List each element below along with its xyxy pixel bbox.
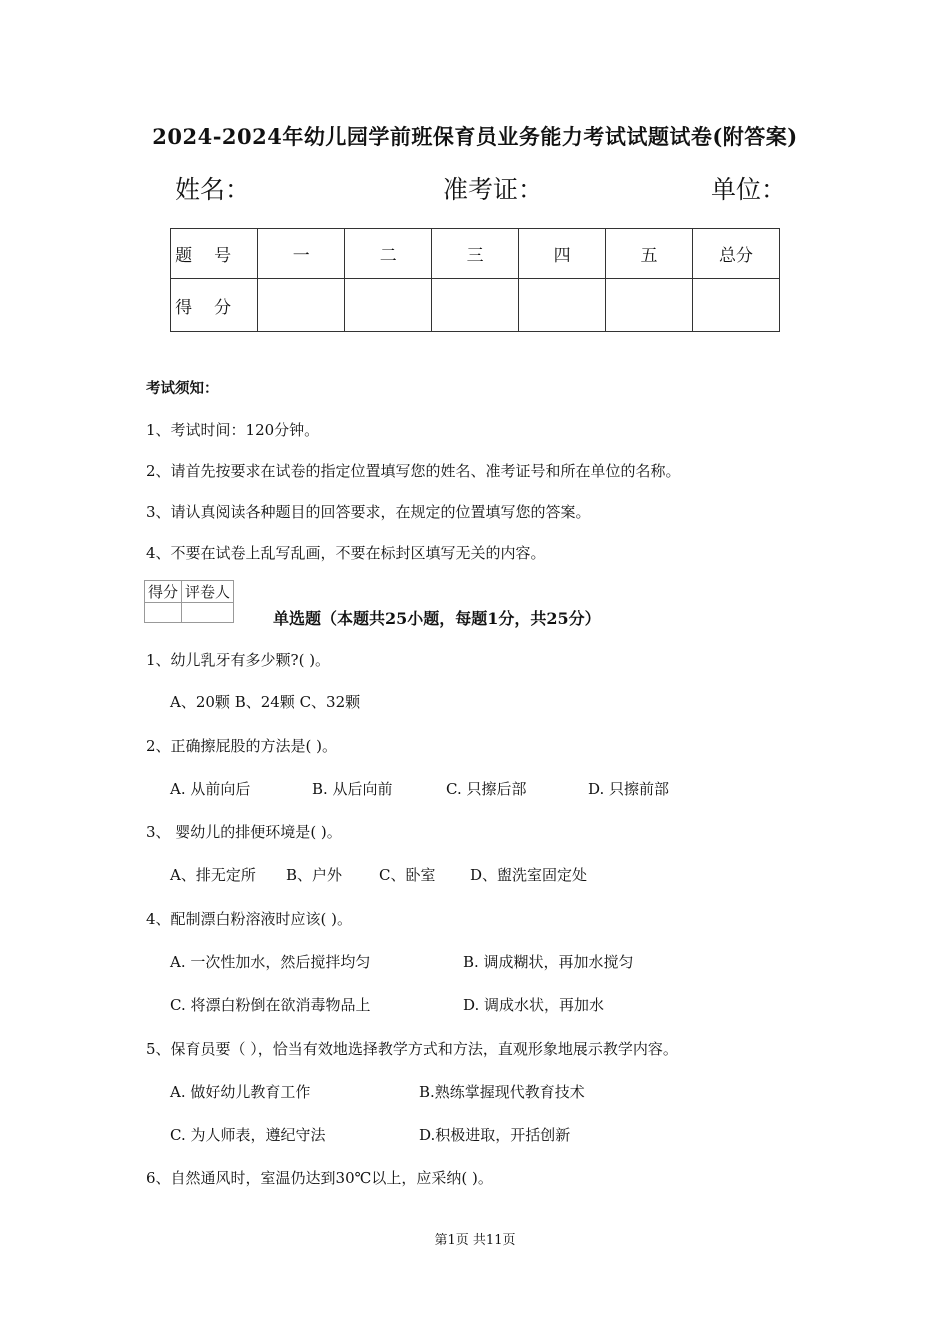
score-col-3: 三 [432, 229, 519, 279]
grader-name-cell[interactable] [182, 603, 234, 623]
question-option[interactable]: C. 为人师表，遵纪守法 [170, 1126, 326, 1144]
score-cell[interactable] [345, 279, 432, 332]
score-label: 得分 [171, 279, 258, 332]
grader-name-label: 评卷人 [182, 581, 234, 603]
question-option[interactable]: D、盥洗室固定处 [470, 866, 588, 884]
exam-title: 2024-2024年幼儿园学前班保育员业务能力考试试题试卷(附答案) [152, 124, 798, 149]
score-col-5: 五 [606, 229, 693, 279]
question-option[interactable]: D. 调成水状，再加水 [463, 996, 605, 1014]
page-footer: 第1页 共11页 [434, 1233, 516, 1248]
score-cell-total[interactable] [692, 279, 779, 332]
question-option[interactable]: A. 一次性加水，然后搅拌均匀 [170, 953, 371, 971]
question-option[interactable]: C. 只擦后部 [446, 780, 527, 798]
score-col-4: 四 [519, 229, 606, 279]
question-stem: 5、保育员要（ ），恰当有效地选择教学方式和方法，直观形象地展示教学内容。 [146, 1040, 678, 1058]
score-col-total: 总分 [692, 229, 779, 279]
notice-item: 1、考试时间：120分钟。 [146, 421, 320, 439]
score-table [170, 228, 780, 332]
question-stem: 1、幼儿乳牙有多少颗?( )。 [146, 651, 331, 669]
score-cell[interactable] [519, 279, 606, 332]
section-title: 单选题（本题共25小题，每题1分，共25分） [273, 609, 601, 628]
question-option[interactable]: D.积极进取，开括创新 [419, 1126, 571, 1144]
question-option[interactable]: A、排无定所 [170, 866, 256, 884]
notice-item: 2、请首先按要求在试卷的指定位置填写您的姓名、准考证号和所在单位的名称。 [146, 462, 681, 480]
question-option[interactable]: A. 从前向后 [170, 780, 251, 798]
grader-box [144, 580, 234, 623]
notice-item: 3、请认真阅读各种题目的回答要求，在规定的位置填写您的答案。 [146, 503, 591, 521]
exam-id-label: 准考证： [443, 175, 544, 204]
question-option[interactable]: B. 调成糊状，再加水搅匀 [463, 953, 634, 971]
notice-item: 4、不要在试卷上乱写乱画，不要在标封区填写无关的内容。 [146, 544, 546, 562]
question-stem: 4、配制漂白粉溶液时应该( )。 [146, 910, 353, 928]
question-stem: 6、自然通风时，室温仍达到30℃以上，应采纳( )。 [146, 1169, 493, 1187]
question-stem: 2、正确擦屁股的方法是( )。 [146, 737, 338, 755]
question-option[interactable]: B. 从后向前 [312, 780, 393, 798]
question-option[interactable]: A、20颗 B、24颗 C、32颗 [170, 693, 361, 711]
score-col-2: 二 [345, 229, 432, 279]
score-cell[interactable] [606, 279, 693, 332]
question-option[interactable]: A. 做好幼儿教育工作 [170, 1083, 311, 1101]
name-label: 姓名： [175, 175, 251, 204]
score-table-score-row [171, 279, 780, 332]
score-table-header-row [171, 229, 780, 279]
question-option[interactable]: B、户外 [286, 866, 343, 884]
score-cell[interactable] [258, 279, 345, 332]
grader-score-cell[interactable] [145, 603, 182, 623]
question-option[interactable]: B.熟练掌握现代教育技术 [419, 1083, 585, 1101]
question-option[interactable]: D. 只擦前部 [588, 780, 670, 798]
unit-label: 单位： [711, 175, 787, 204]
question-number-label: 题号 [171, 229, 258, 279]
question-option[interactable]: C、卧室 [379, 866, 436, 884]
grader-score-label: 得分 [145, 581, 182, 603]
question-option[interactable]: C. 将漂白粉倒在欲消毒物品上 [170, 996, 371, 1014]
score-col-1: 一 [258, 229, 345, 279]
question-stem: 3、 婴幼儿的排便环境是( )。 [146, 823, 342, 841]
notice-title: 考试须知： [146, 380, 219, 397]
score-cell[interactable] [432, 279, 519, 332]
